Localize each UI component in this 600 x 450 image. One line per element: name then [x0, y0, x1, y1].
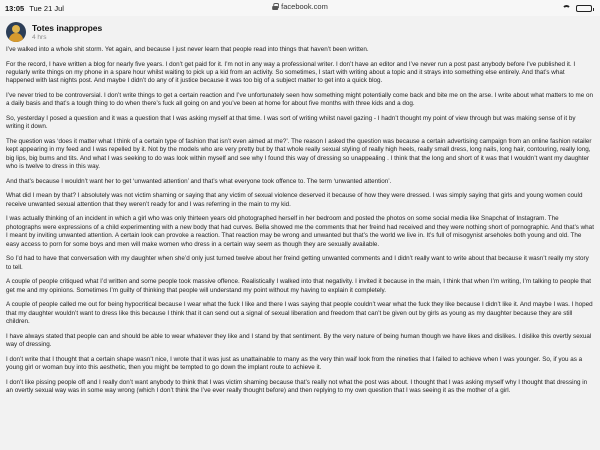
post-author[interactable]: Totes inappropes: [32, 23, 103, 33]
lock-icon: [272, 3, 278, 10]
wifi-icon: [562, 5, 571, 11]
post-paragraph: I was actually thinking of an incident in which a girl who was only thirteen years old photographed herself in her bedroom and posted the photos on some social media like Snapchat of Instagram. The photographs were expressions of a child experimenting with a new body that had curves. Bella showed me the comments that her freind had received and they were nothing short of pornographic. And that’s what I meant by inviting unwanted attention. A certain look can provoke a reaction. That reaction may be wrong and unwanted but that’s the world we live in. It’s full of misogynist arseholes both young and old. The easy access to porn for some boys and men will make women who dress in a certain way seem as though they are sexually available.: [6, 215, 594, 248]
avatar[interactable]: [6, 22, 26, 42]
battery-icon: [576, 5, 592, 12]
post-header: [6, 22, 102, 42]
post-body: [6, 46, 594, 402]
url-bar[interactable]: [272, 2, 328, 11]
post-paragraph: I don’t like pissing people off and I really don’t want anybody to think that I was victim shaming because that’s really not what the post was about. I thought that I was asking myself why I thought that dressing in an overtly sexual way was in some way wrong (which I don’t think the I’ve ever really thought before) and then replying to my own question that I was seeing it as the mother of a girl.: [6, 378, 588, 395]
post-paragraph: So I’d had to have that conversation with my daughter when she’d only just turned twelve about her freind getting unwanted comments and I didn’t really want to write about that because it wasn’t really my story to tell.: [6, 255, 589, 271]
post-paragraph: The question was ‘does it matter what I think of a certain type of fashion that isn’t even aimed at me?’. The reason I asked the question was because a certain advertising campaign from an online fashion retailer kept appearing in my feed and I was repelled by it. Not by the models who are very pretty but by that whole really sexual styling of really high heels, really small dress, long nails, long hair, contouring, really long, big lips, big bums and tits. And what I was seeking to do was look within myself and see why I found this way of dressing so unappealing . I think that the long and short of it was that I wouldn’t want my daughter who is twelve to dress in this way.: [6, 138, 592, 171]
post-paragraph: A couple of people called me out for being hypocritical because I wear what the fuck I like and there I was saying that people couldn’t wear what the fuck they like because I didn’t like it. And maybe I was. I hoped that my daughter wouldn’t want to dress like this because I think that it can send out a signal of sexual liberation and freedom that can’t be given out by girls as young as my daughter because they are still children.: [6, 301, 593, 326]
url-text: facebook.com: [281, 2, 328, 11]
post-paragraph: I’ve walked into a whole shit storm. Yet again, and because I just never learn that people read into things that haven’t been written.: [6, 46, 369, 53]
post-paragraph: What did I mean by that? I absolutely was not victim shaming or saying that any victim of sexual violence deserved it because of how they were dressed. I was simply saying that girls and young women could receive unwanted sexual attention that they weren’t ready for and I was referring in the main to my kid.: [6, 192, 583, 208]
post-paragraph: So, yesterday I posed a question and it was a question that I was asking myself at that time. I was sort of writing whilst navel gazing - I hadn’t thought my point of view through but was making sense of it by writing it down.: [6, 115, 576, 131]
status-bar: [0, 0, 600, 16]
post-paragraph: I’ve never tried to be controversial. I don’t write things to get a certain reaction and I’ve unfortunately seen how something might potentially come back and bite me on the arse. I write about what matters to me on a daily basis and that’s a tough thing to do when there’s fuck all going on and you’ve been at home for about five months with three kids and a dog.: [6, 92, 593, 108]
post-paragraph: And that’s because I wouldn’t want her to get ‘unwanted attention’ and that’s what everyone took offence to. The term ‘unwanted attention’.: [6, 177, 392, 185]
post-paragraph: For the record, I have written a blog for nearly five years. I don’t get paid for it. I’m not in any way a professional writer. I don’t have an editor and I’ve never run a post past anybody before I’ve published it. I regularly write things on my phone in a spare hour whilst waiting to pick up a kid from an activity. So sometimes, I start with writing about a topic and it strays into something else entirely. And that’s what happened with last nights post. And maybe I didn’t do any of it justice because it was too big of a subject matter to get into a quick blog.: [6, 60, 576, 85]
post-paragraph: I don’t write that I thought that a certain shape wasn’t nice, I wrote that it was just as unattainable to many as the very thin waif look from the nineties that I failed to achieve when I was younger. So, if you as a young girl or woman buy into this aesthetic, then you might be tempted to go down the implant route to achieve it.: [6, 355, 583, 372]
post-paragraph: I have always stated that people can and should be able to wear whatever they like and I stand by that sentiment. By the very nature of being human though we have likes and dislikes. I dislike this overtly sexual way of dressing.: [6, 332, 592, 349]
post-paragraph: A couple of people critiqued what I’d written and some people took massive offence. Realistically I walked into that negativity. I invited it because in the main, I think that when I’m writing, I’m talking to people that get me and my opinions. Sometimes I’m guilty of thinking that people will understand my point without my having to explain it completely.: [6, 278, 591, 294]
status-date: Tue 21 Jul: [29, 3, 64, 13]
status-right: [562, 5, 592, 12]
status-time: 13:05: [5, 3, 25, 13]
status-left: [5, 4, 64, 13]
post-time[interactable]: 4 hrs: [32, 34, 47, 41]
